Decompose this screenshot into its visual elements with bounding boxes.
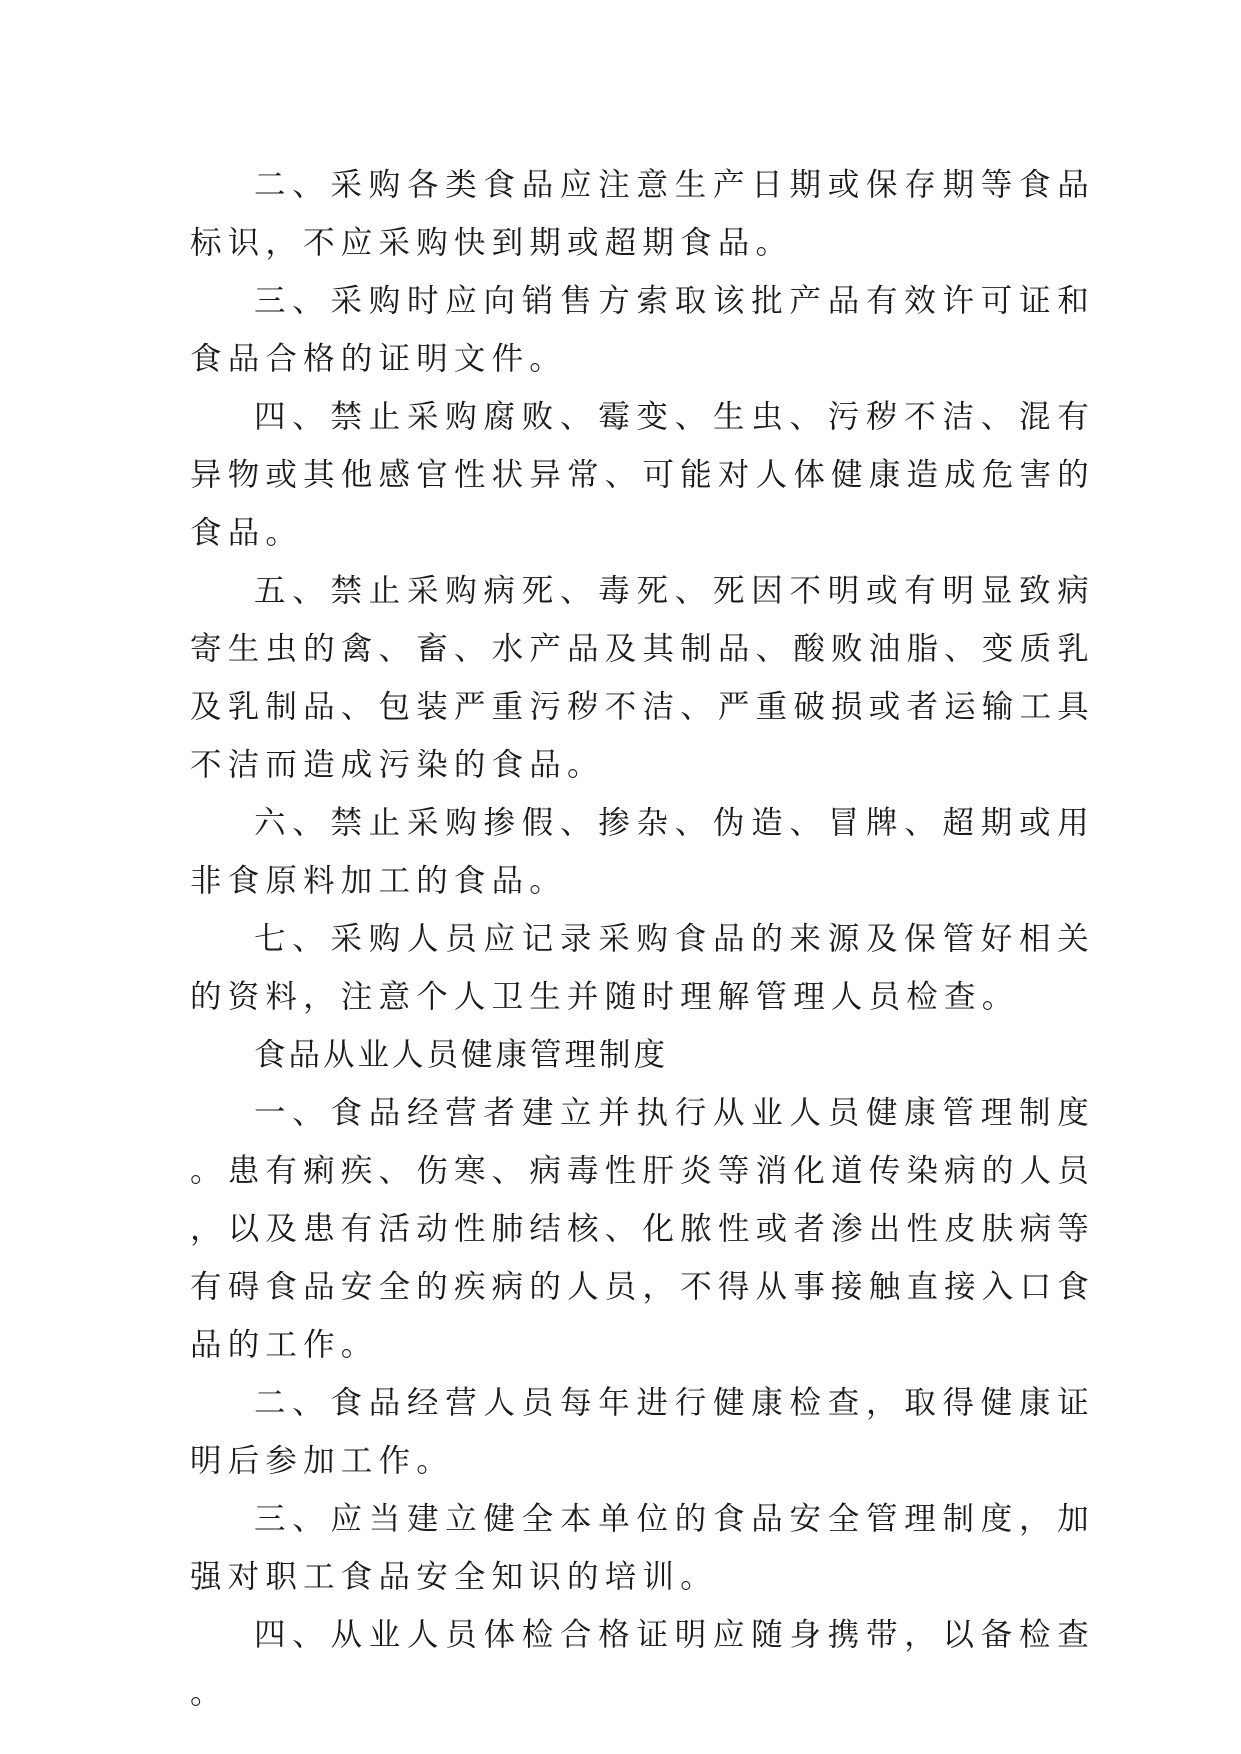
- paragraph-purchase-2: 二、采购各类食品应注意生产日期或保存期等食品标识，不应采购快到期或超期食品。: [190, 167, 1095, 261]
- paragraph-health-4: 四、从业人员体检合格证明应随身携带，以备检查。: [190, 1617, 1095, 1711]
- document-body: [190, 156, 1095, 1722]
- paragraph-purchase-5: 五、禁止采购病死、毒死、死因不明或有明显致病寄生虫的禽、畜、水产品及其制品、酸败油脂、变质乳及乳制品、包装严重污秽不洁、严重破损或者运输工具不洁而造成污染的食品。: [190, 573, 1095, 783]
- paragraph-health-3: 三、应当建立健全本单位的食品安全管理制度，加强对职工食品安全知识的培训。: [190, 1501, 1095, 1595]
- paragraph-purchase-3: 三、采购时应向销售方索取该批产品有效许可证和食品合格的证明文件。: [190, 283, 1095, 377]
- paragraph-purchase-4: 四、禁止采购腐败、霉变、生虫、污秽不洁、混有异物或其他感官性状异常、可能对人体健康造成危害的食品。: [190, 399, 1095, 551]
- paragraph-purchase-7: 七、采购人员应记录采购食品的来源及保管好相关的资料，注意个人卫生并随时理解管理人员检查。: [190, 921, 1095, 1015]
- paragraph-health-2: 二、食品经营人员每年进行健康检查，取得健康证明后参加工作。: [190, 1385, 1095, 1479]
- section-title: 食品从业人员健康管理制度: [254, 1037, 669, 1073]
- paragraph-health-1: 一、食品经营者建立并执行从业人员健康管理制度。患有痢疾、伤寒、病毒性肝炎等消化道传染病的人员，以及患有活动性肺结核、化脓性或者渗出性皮肤病等有碍食品安全的疾病的人员，不得从事接触直接入口食品的工作。: [190, 1095, 1095, 1363]
- paragraph-purchase-6: 六、禁止采购掺假、掺杂、伪造、冒牌、超期或用非食原料加工的食品。: [190, 805, 1095, 899]
